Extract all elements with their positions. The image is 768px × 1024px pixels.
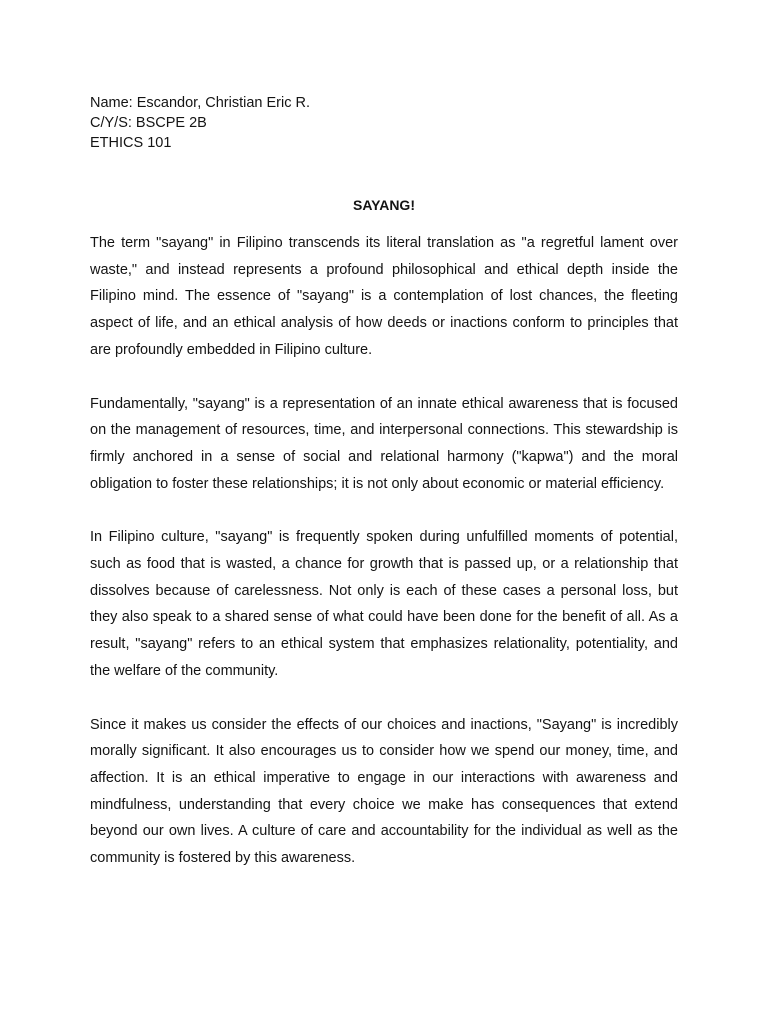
- course-year-section: C/Y/S: BSCPE 2B: [90, 115, 207, 131]
- student-name: Name: Escandor, Christian Eric R.: [90, 95, 310, 111]
- paragraph-4: Since it makes us consider the effects of our choices and inactions, "Sayang" is incredibly morally significant. It also encourages us to consider how we spend our money, time, and affection. It is an ethical imperative to engage in our interactions with awareness and mindfulness, understanding that every choice we make has consequences that extend beyond our own lives. A culture of care and accountability for the individual as well as the community is fostered by this awareness.: [90, 716, 678, 867]
- paragraph-3: In Filipino culture, "sayang" is frequently spoken during unfulfilled moments of potential, such as food that is wasted, a chance for growth that is passed up, or a relationship that dissolves because of carelessness. Not only is each of these cases a personal loss, but they also speak to a shared sense of what could have been done for the benefit of all. As a result, "sayang" refers to an ethical system that emphasizes relationality, potentiality, and the welfare of the community.: [90, 529, 678, 679]
- course-code: ETHICS 101: [90, 135, 172, 151]
- essay-title: SAYANG!: [353, 197, 415, 213]
- paragraph-2: Fundamentally, "sayang" is a representation of an innate ethical awareness that is focused on the management of resources, time, and interpersonal connections. This stewardship is firmly anchored in a sense of social and relational harmony ("kapwa") and the moral obligation to foster these relationships; it is not only about economic or material efficiency.: [90, 395, 678, 492]
- student-info: [90, 93, 678, 153]
- paragraph-1: The term "sayang" in Filipino transcends its literal translation as "a regretful lament over waste," and instead represents a profound philosophical and ethical depth inside the Filipino mind. The essence of "sayang" is a contemplation of lost chances, the fleeting aspect of life, and an ethical analysis of how deeds or inactions conform to principles that are profoundly embedded in Filipino culture.: [90, 235, 678, 358]
- document-page: [90, 93, 678, 899]
